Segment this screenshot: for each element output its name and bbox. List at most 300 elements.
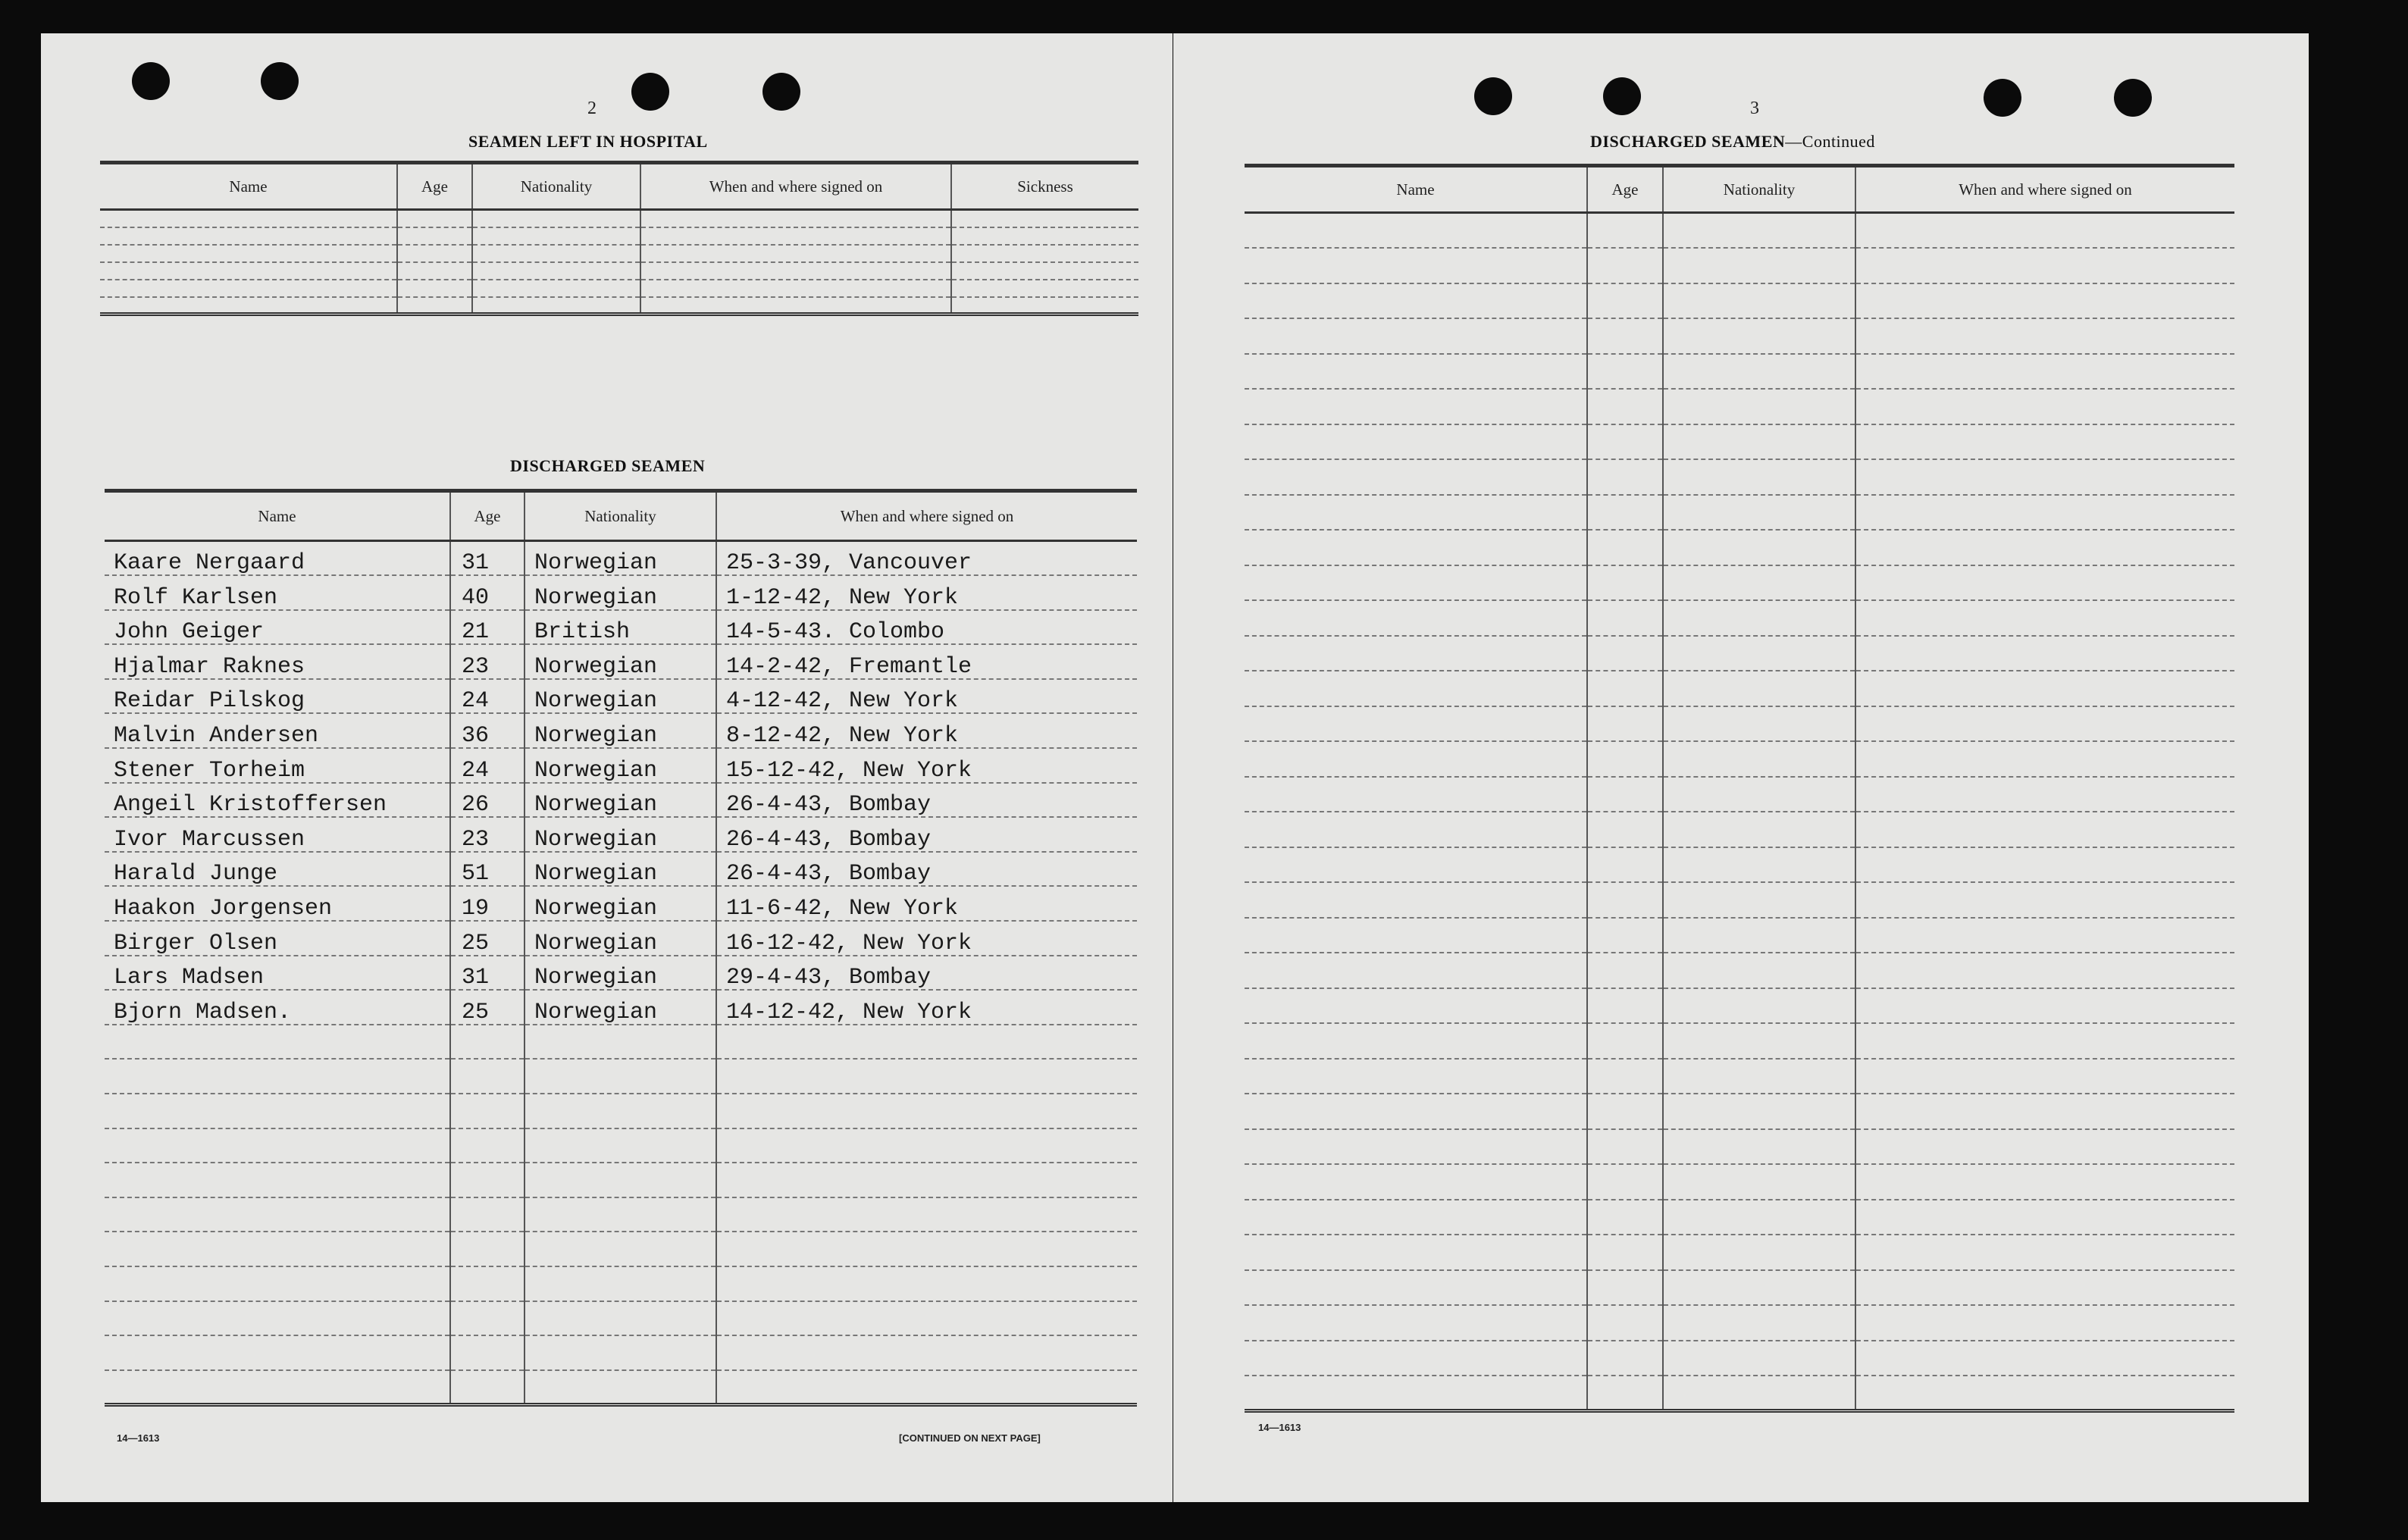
table-row	[105, 817, 1137, 852]
table-cell-signed-on	[1855, 1164, 2234, 1200]
discharged-continued-table	[1245, 164, 2234, 1413]
table-cell-age: 36	[450, 713, 524, 748]
table-cell-name: Ivor Marcussen	[105, 817, 450, 852]
table-cell-age: 25	[450, 921, 524, 956]
blank-row	[1245, 1023, 2234, 1059]
column-header: Age	[450, 491, 524, 541]
blank-row	[1245, 882, 2234, 918]
table-cell-name	[1245, 600, 1587, 636]
table-cell-nationality: Norwegian	[524, 575, 716, 610]
table-cell-nationality	[1663, 565, 1855, 601]
blank-row	[105, 1128, 1137, 1163]
table-cell-nationality	[1663, 1129, 1855, 1165]
table-cell-name	[105, 1163, 450, 1197]
table-cell-age	[450, 1094, 524, 1128]
table-cell-signed-on	[1855, 424, 2234, 460]
table-cell-signed-on	[640, 262, 951, 280]
table-cell-signed-on	[1855, 1376, 2234, 1411]
table-cell-nationality	[1663, 600, 1855, 636]
blank-row	[1245, 1270, 2234, 1306]
punch-hole	[1474, 77, 1512, 115]
column-header: When and where signed on	[716, 491, 1137, 541]
table-cell-signed-on	[640, 280, 951, 297]
blank-row	[1245, 1341, 2234, 1376]
table-cell-sickness	[951, 280, 1138, 297]
table-cell-signed-on	[1855, 1305, 2234, 1341]
blank-row	[105, 1059, 1137, 1094]
table-cell-age	[450, 1232, 524, 1266]
table-cell-signed-on	[1855, 318, 2234, 354]
table-row	[105, 990, 1137, 1025]
table-cell-signed-on	[1855, 706, 2234, 742]
table-cell-name	[1245, 671, 1587, 706]
table-cell-nationality	[1663, 459, 1855, 495]
table-cell-name	[1245, 213, 1587, 249]
table-cell-age	[1587, 1270, 1663, 1306]
table-cell-name	[105, 1128, 450, 1163]
table-cell-age	[450, 1266, 524, 1301]
title-continued: —Continued	[1785, 132, 1875, 151]
table-cell-age	[450, 1197, 524, 1232]
table-cell-nationality	[472, 297, 640, 315]
table-cell-signed-on	[716, 1094, 1137, 1128]
form-number: 14—1613	[117, 1432, 160, 1444]
table-cell-signed-on	[716, 1266, 1137, 1301]
table-row	[105, 679, 1137, 714]
left-page	[41, 33, 1173, 1502]
table-cell-age: 25	[450, 990, 524, 1025]
table-cell-sickness	[951, 245, 1138, 262]
blank-row	[1245, 777, 2234, 812]
table-cell-name	[100, 297, 397, 315]
table-cell-signed-on	[1855, 389, 2234, 424]
blank-row	[1245, 953, 2234, 988]
table-cell-age	[1587, 1023, 1663, 1059]
punch-hole	[762, 73, 800, 111]
table-cell-age	[1587, 1305, 1663, 1341]
table-cell-nationality	[1663, 988, 1855, 1024]
punch-hole	[132, 62, 170, 100]
table-cell-signed-on	[1855, 248, 2234, 283]
table-cell-signed-on: 11-6-42, New York	[716, 886, 1137, 921]
table-cell-nationality: Norwegian	[524, 541, 716, 576]
table-cell-nationality	[472, 227, 640, 245]
table-cell-name	[1245, 1235, 1587, 1270]
blank-row	[1245, 565, 2234, 601]
table-cell-age: 51	[450, 852, 524, 887]
right-page	[1173, 33, 2309, 1502]
table-cell-nationality	[524, 1266, 716, 1301]
table-cell-name: Angeil Kristoffersen	[105, 783, 450, 818]
column-header: Sickness	[951, 163, 1138, 210]
table-cell-nationality	[1663, 918, 1855, 953]
table-cell-signed-on: 25-3-39, Vancouver	[716, 541, 1137, 576]
table-cell-age: 40	[450, 575, 524, 610]
blank-row	[1245, 636, 2234, 671]
table-cell-name	[1245, 283, 1587, 319]
blank-row	[100, 280, 1138, 297]
blank-row	[105, 1025, 1137, 1060]
table-cell-signed-on	[640, 227, 951, 245]
table-cell-nationality	[1663, 389, 1855, 424]
table-cell-age	[1587, 671, 1663, 706]
column-header: Nationality	[472, 163, 640, 210]
table-cell-signed-on	[1855, 636, 2234, 671]
table-cell-nationality	[1663, 318, 1855, 354]
table-cell-name	[1245, 424, 1587, 460]
table-cell-name	[1245, 882, 1587, 918]
table-cell-signed-on	[1855, 953, 2234, 988]
table-cell-name	[1245, 1305, 1587, 1341]
blank-row	[105, 1163, 1137, 1197]
table-cell-nationality	[1663, 953, 1855, 988]
table-cell-age	[1587, 1376, 1663, 1411]
table-cell-nationality	[1663, 777, 1855, 812]
table-cell-name	[1245, 812, 1587, 847]
table-row	[105, 783, 1137, 818]
column-header: Name	[105, 491, 450, 541]
table-cell-signed-on	[1855, 777, 2234, 812]
table-cell-signed-on	[640, 245, 951, 262]
table-cell-age	[1587, 812, 1663, 847]
table-cell-signed-on: 29-4-43, Bombay	[716, 956, 1137, 991]
table-cell-name	[1245, 918, 1587, 953]
table-cell-nationality	[1663, 1235, 1855, 1270]
page-number: 2	[587, 99, 597, 118]
table-cell-age	[1587, 530, 1663, 565]
table-cell-signed-on	[1855, 565, 2234, 601]
blank-row	[1245, 812, 2234, 847]
column-header: Nationality	[1663, 166, 1855, 213]
table-cell-name	[100, 245, 397, 262]
table-cell-age	[1587, 495, 1663, 531]
table-cell-nationality	[1663, 847, 1855, 883]
blank-row	[105, 1197, 1137, 1232]
hospital-table	[100, 161, 1138, 316]
table-cell-name: Malvin Andersen	[105, 713, 450, 748]
table-cell-nationality: Norwegian	[524, 852, 716, 887]
table-cell-name: Harald Junge	[105, 852, 450, 887]
table-row	[105, 852, 1137, 887]
table-cell-nationality	[524, 1370, 716, 1405]
table-cell-name	[105, 1059, 450, 1094]
column-header: Nationality	[524, 491, 716, 541]
table-cell-name	[1245, 495, 1587, 531]
table-cell-signed-on	[716, 1128, 1137, 1163]
hospital-section-title: SEAMEN LEFT IN HOSPITAL	[468, 132, 708, 151]
table-cell-age	[1587, 953, 1663, 988]
table-cell-name	[105, 1025, 450, 1060]
table-cell-age: 31	[450, 956, 524, 991]
table-cell-signed-on	[1855, 283, 2234, 319]
table-cell-nationality	[1663, 671, 1855, 706]
table-cell-age: 26	[450, 783, 524, 818]
table-cell-nationality: Norwegian	[524, 921, 716, 956]
table-cell-sickness	[951, 297, 1138, 315]
column-header: Name	[1245, 166, 1587, 213]
table-cell-nationality	[524, 1059, 716, 1094]
table-cell-age	[1587, 918, 1663, 953]
table-cell-signed-on	[1855, 459, 2234, 495]
table-cell-nationality	[1663, 530, 1855, 565]
blank-row	[1245, 459, 2234, 495]
table-cell-age	[1587, 882, 1663, 918]
blank-row	[105, 1335, 1137, 1370]
discharged-table	[105, 489, 1137, 1407]
table-cell-nationality	[1663, 706, 1855, 742]
table-cell-age	[1587, 248, 1663, 283]
table-cell-age	[1587, 354, 1663, 390]
table-cell-nationality	[1663, 1200, 1855, 1235]
punch-hole	[1984, 79, 2021, 117]
table-cell-name	[105, 1335, 450, 1370]
table-row	[105, 956, 1137, 991]
table-cell-name	[1245, 636, 1587, 671]
table-cell-name	[105, 1094, 450, 1128]
table-cell-name	[1245, 1059, 1587, 1094]
blank-row	[1245, 1376, 2234, 1411]
table-cell-name	[1245, 1376, 1587, 1411]
table-cell-age: 31	[450, 541, 524, 576]
column-header: When and where signed on	[1855, 166, 2234, 213]
table-cell-name	[1245, 530, 1587, 565]
table-cell-age	[397, 227, 472, 245]
table-cell-name	[100, 210, 397, 227]
continued-note: [CONTINUED ON NEXT PAGE]	[899, 1432, 1041, 1444]
table-row	[105, 575, 1137, 610]
table-cell-signed-on	[716, 1197, 1137, 1232]
table-cell-age	[1587, 1129, 1663, 1165]
table-cell-age	[1587, 283, 1663, 319]
table-cell-name: Stener Torheim	[105, 748, 450, 783]
table-cell-signed-on	[1855, 213, 2234, 249]
table-cell-signed-on	[1855, 1129, 2234, 1165]
table-cell-nationality: Norwegian	[524, 956, 716, 991]
table-cell-name: Kaare Nergaard	[105, 541, 450, 576]
table-cell-age	[450, 1335, 524, 1370]
table-cell-nationality	[1663, 1270, 1855, 1306]
table-cell-signed-on	[1855, 812, 2234, 847]
table-cell-name	[105, 1232, 450, 1266]
table-cell-age	[397, 262, 472, 280]
table-cell-signed-on	[1855, 847, 2234, 883]
blank-row	[1245, 495, 2234, 531]
table-cell-nationality	[1663, 1341, 1855, 1376]
blank-row	[100, 245, 1138, 262]
table-cell-age	[1587, 1094, 1663, 1129]
table-cell-name: Bjorn Madsen.	[105, 990, 450, 1025]
table-cell-signed-on: 26-4-43, Bombay	[716, 852, 1137, 887]
column-header: Age	[1587, 166, 1663, 213]
table-cell-name: Haakon Jorgensen	[105, 886, 450, 921]
table-cell-nationality	[1663, 882, 1855, 918]
table-cell-age: 24	[450, 679, 524, 714]
table-cell-name: Birger Olsen	[105, 921, 450, 956]
table-cell-signed-on	[1855, 918, 2234, 953]
table-cell-age: 24	[450, 748, 524, 783]
table-cell-nationality	[1663, 495, 1855, 531]
table-cell-name: John Geiger	[105, 610, 450, 645]
table-cell-name	[105, 1370, 450, 1405]
table-cell-age	[450, 1059, 524, 1094]
table-cell-signed-on: 14-12-42, New York	[716, 990, 1137, 1025]
table-cell-age	[397, 245, 472, 262]
table-cell-name	[1245, 1164, 1587, 1200]
column-header: Name	[100, 163, 397, 210]
blank-row	[1245, 1094, 2234, 1129]
blank-row	[1245, 1129, 2234, 1165]
table-cell-nationality	[524, 1163, 716, 1197]
table-cell-name	[1245, 1341, 1587, 1376]
table-cell-age	[1587, 1235, 1663, 1270]
table-cell-name	[1245, 565, 1587, 601]
table-cell-signed-on	[1855, 1023, 2234, 1059]
table-cell-name	[1245, 777, 1587, 812]
blank-row	[1245, 671, 2234, 706]
table-cell-signed-on: 14-5-43. Colombo	[716, 610, 1137, 645]
table-cell-nationality	[1663, 1094, 1855, 1129]
table-cell-signed-on	[1855, 671, 2234, 706]
table-cell-age	[450, 1128, 524, 1163]
table-cell-age	[450, 1301, 524, 1336]
table-cell-name	[100, 262, 397, 280]
table-cell-nationality: Norwegian	[524, 644, 716, 679]
table-cell-nationality	[472, 245, 640, 262]
table-cell-nationality	[472, 262, 640, 280]
blank-row	[1245, 354, 2234, 390]
table-cell-nationality	[524, 1232, 716, 1266]
blank-row	[1245, 389, 2234, 424]
table-cell-age	[1587, 213, 1663, 249]
table-cell-signed-on	[1855, 495, 2234, 531]
table-cell-signed-on	[1855, 741, 2234, 777]
blank-row	[105, 1370, 1137, 1405]
table-cell-name	[105, 1266, 450, 1301]
blank-row	[1245, 988, 2234, 1024]
table-cell-age	[1587, 636, 1663, 671]
table-cell-nationality	[1663, 213, 1855, 249]
blank-row	[1245, 1164, 2234, 1200]
blank-row	[1245, 1059, 2234, 1094]
table-cell-age	[1587, 1341, 1663, 1376]
table-cell-name	[1245, 354, 1587, 390]
table-cell-nationality	[524, 1197, 716, 1232]
column-header: When and where signed on	[640, 163, 951, 210]
table-cell-signed-on: 26-4-43, Bombay	[716, 817, 1137, 852]
discharged-section-title: DISCHARGED SEAMEN	[510, 456, 706, 475]
table-row	[105, 713, 1137, 748]
blank-row	[1245, 424, 2234, 460]
blank-row	[100, 210, 1138, 227]
table-cell-age	[1587, 777, 1663, 812]
punch-hole	[261, 62, 299, 100]
blank-row	[1245, 318, 2234, 354]
table-cell-signed-on	[1855, 1341, 2234, 1376]
table-cell-signed-on: 8-12-42, New York	[716, 713, 1137, 748]
table-row	[105, 644, 1137, 679]
table-cell-age	[1587, 424, 1663, 460]
blank-row	[1245, 248, 2234, 283]
table-cell-age	[1587, 389, 1663, 424]
blank-row	[1245, 847, 2234, 883]
blank-row	[1245, 600, 2234, 636]
table-row	[105, 748, 1137, 783]
blank-row	[1245, 706, 2234, 742]
table-cell-age	[450, 1370, 524, 1405]
table-cell-signed-on	[1855, 1200, 2234, 1235]
table-cell-name	[1245, 1129, 1587, 1165]
table-cell-nationality	[1663, 1164, 1855, 1200]
table-cell-nationality	[472, 210, 640, 227]
table-cell-signed-on	[716, 1335, 1137, 1370]
table-cell-signed-on	[716, 1025, 1137, 1060]
blank-row	[1245, 1235, 2234, 1270]
blank-row	[1245, 918, 2234, 953]
page-number: 3	[1750, 99, 1759, 118]
table-cell-signed-on: 15-12-42, New York	[716, 748, 1137, 783]
blank-row	[1245, 1200, 2234, 1235]
blank-row	[1245, 1305, 2234, 1341]
table-cell-age	[397, 280, 472, 297]
punch-hole	[631, 73, 669, 111]
table-cell-age: 23	[450, 644, 524, 679]
table-cell-nationality	[1663, 1023, 1855, 1059]
table-cell-age	[1587, 1059, 1663, 1094]
blank-row	[1245, 213, 2234, 249]
table-cell-age	[1587, 318, 1663, 354]
table-cell-age	[450, 1025, 524, 1060]
blank-row	[105, 1266, 1137, 1301]
table-cell-signed-on	[1855, 354, 2234, 390]
table-cell-nationality	[524, 1025, 716, 1060]
table-cell-nationality: Norwegian	[524, 817, 716, 852]
table-cell-name	[1245, 389, 1587, 424]
table-cell-signed-on	[1855, 1235, 2234, 1270]
table-cell-nationality	[1663, 1059, 1855, 1094]
table-cell-name	[105, 1301, 450, 1336]
table-cell-age	[1587, 847, 1663, 883]
table-cell-nationality: Norwegian	[524, 990, 716, 1025]
table-cell-name	[1245, 847, 1587, 883]
blank-row	[1245, 530, 2234, 565]
blank-row	[105, 1232, 1137, 1266]
table-cell-signed-on	[1855, 1270, 2234, 1306]
table-cell-signed-on	[1855, 1094, 2234, 1129]
table-cell-nationality: Norwegian	[524, 886, 716, 921]
table-cell-nationality: Norwegian	[524, 783, 716, 818]
table-cell-nationality: Norwegian	[524, 748, 716, 783]
table-cell-name	[1245, 459, 1587, 495]
table-cell-age	[1587, 1164, 1663, 1200]
table-cell-signed-on	[716, 1163, 1137, 1197]
table-cell-age: 21	[450, 610, 524, 645]
table-cell-age	[1587, 1200, 1663, 1235]
table-cell-nationality	[524, 1094, 716, 1128]
blank-row	[1245, 283, 2234, 319]
table-cell-name	[1245, 1200, 1587, 1235]
table-cell-age: 19	[450, 886, 524, 921]
table-cell-age	[1587, 741, 1663, 777]
table-cell-sickness	[951, 210, 1138, 227]
blank-row	[100, 262, 1138, 280]
table-cell-age	[1587, 600, 1663, 636]
table-cell-signed-on	[716, 1059, 1137, 1094]
table-cell-age	[397, 210, 472, 227]
table-cell-signed-on: 26-4-43, Bombay	[716, 783, 1137, 818]
table-cell-signed-on	[716, 1232, 1137, 1266]
table-cell-age	[450, 1163, 524, 1197]
table-cell-signed-on	[716, 1301, 1137, 1336]
